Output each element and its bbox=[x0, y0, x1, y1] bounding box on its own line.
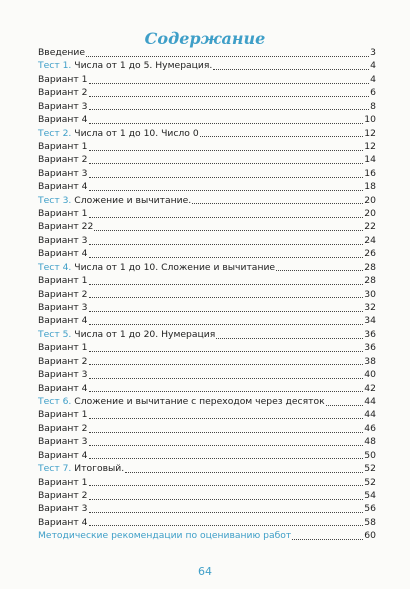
toc-entry-page: 56 bbox=[364, 503, 376, 515]
dot-leader bbox=[89, 355, 364, 365]
toc-entry bbox=[38, 355, 376, 368]
toc-entry-page: 40 bbox=[364, 369, 376, 381]
toc-entry-test bbox=[38, 395, 376, 408]
toc-entry-page: 32 bbox=[364, 302, 376, 314]
toc-entry-label bbox=[38, 194, 191, 207]
dot-leader bbox=[89, 409, 364, 419]
toc-entry-page: 4 bbox=[370, 60, 376, 72]
toc-entry bbox=[38, 408, 376, 421]
toc-test-title: Числа от 1 до 10. Число 0 bbox=[74, 127, 199, 139]
toc-entry-page: 44 bbox=[364, 409, 376, 421]
toc-entry-page: 24 bbox=[364, 234, 376, 246]
toc-entry-label: Вариант 4 bbox=[38, 382, 88, 394]
dot-leader bbox=[89, 154, 364, 164]
toc-test-title: Сложение и вычитание. bbox=[74, 194, 192, 206]
toc-entry-test bbox=[38, 59, 376, 72]
toc-entry-label: Вариант 3 bbox=[38, 234, 88, 246]
toc-entry bbox=[38, 220, 376, 233]
toc-entry-page: 18 bbox=[364, 181, 376, 193]
toc-entry-label: Вариант 1 bbox=[38, 476, 88, 488]
toc-entry-label: Вариант 3 bbox=[38, 503, 88, 515]
toc-test-title: Числа от 1 до 5. Нумерация. bbox=[74, 60, 213, 72]
dot-leader bbox=[89, 503, 364, 513]
dot-leader bbox=[89, 382, 364, 392]
toc-entry bbox=[38, 274, 376, 287]
dot-leader bbox=[89, 168, 364, 178]
toc-entry-label bbox=[38, 59, 212, 72]
toc-entry-label: Вариант 2 bbox=[38, 355, 88, 367]
toc-entry bbox=[38, 86, 376, 99]
toc-entry-label: Вариант 1 bbox=[38, 409, 88, 421]
toc-entry-test bbox=[38, 194, 376, 207]
dot-leader bbox=[216, 329, 363, 339]
toc-entry-label: Вариант 1 bbox=[38, 275, 88, 287]
dot-leader bbox=[89, 315, 364, 325]
toc-entry-label bbox=[38, 328, 215, 341]
toc-entry-page: 20 bbox=[364, 208, 376, 220]
toc-test-number: Тест 4. bbox=[38, 261, 72, 273]
toc-test-number: Тест 6. bbox=[38, 395, 72, 407]
toc-test-number: Тест 3. bbox=[38, 194, 72, 206]
toc-entry-page: 46 bbox=[364, 422, 376, 434]
toc-entry-page: 20 bbox=[364, 194, 376, 206]
toc-entry bbox=[38, 516, 376, 529]
toc-entry-label bbox=[38, 127, 199, 140]
toc-entry-label: Вариант 22 bbox=[38, 221, 94, 233]
toc-entry-label: Вариант 3 bbox=[38, 167, 88, 179]
toc-entry bbox=[38, 113, 376, 126]
toc-entry bbox=[38, 489, 376, 502]
dot-leader bbox=[89, 87, 370, 97]
dot-leader bbox=[89, 100, 370, 110]
toc-entry-test bbox=[38, 328, 376, 341]
toc-entry-label: Вариант 4 bbox=[38, 248, 88, 260]
toc-entry-label bbox=[38, 462, 124, 475]
toc-entry bbox=[38, 301, 376, 314]
toc-entry bbox=[38, 180, 376, 193]
toc-entry-page: 10 bbox=[364, 114, 376, 126]
toc-entry-label: Вариант 1 bbox=[38, 208, 88, 220]
toc-entry bbox=[38, 100, 376, 113]
toc-test-title: Сложение и вычитание с переходом через десяток bbox=[74, 395, 325, 407]
toc-entry-page: 52 bbox=[364, 463, 376, 475]
toc-entry bbox=[38, 502, 376, 515]
toc-entry-label: Вариант 3 bbox=[38, 436, 88, 448]
dot-leader bbox=[89, 275, 364, 285]
toc-test-title: Числа от 1 до 10. Сложение и вычитание bbox=[74, 261, 276, 273]
toc-entry-page: 50 bbox=[364, 449, 376, 461]
toc-entry bbox=[38, 234, 376, 247]
toc-entry-page: 34 bbox=[364, 315, 376, 327]
toc-entry-label: Вариант 4 bbox=[38, 181, 88, 193]
toc-entry-label: Введение bbox=[38, 47, 86, 58]
dot-leader bbox=[125, 463, 363, 473]
toc-entry bbox=[38, 207, 376, 220]
toc-entry-label: Методические рекомендации по оцениванию работ bbox=[38, 530, 292, 542]
toc-entry bbox=[38, 167, 376, 180]
toc-entry-page: 22 bbox=[364, 221, 376, 233]
dot-leader bbox=[89, 208, 364, 218]
toc-entry-page: 28 bbox=[364, 275, 376, 287]
dot-leader bbox=[276, 261, 363, 271]
dot-leader bbox=[89, 476, 364, 486]
dot-leader bbox=[89, 248, 364, 258]
toc-entry-label bbox=[38, 261, 275, 274]
toc-entry-guidelines bbox=[38, 529, 376, 542]
dot-leader bbox=[86, 47, 369, 57]
toc-entry-page: 36 bbox=[364, 342, 376, 354]
toc-entry-page: 36 bbox=[364, 328, 376, 340]
dot-leader bbox=[200, 127, 364, 137]
toc-entry-label: Вариант 3 bbox=[38, 302, 88, 314]
toc-entry-page: 58 bbox=[364, 516, 376, 528]
toc-entry-label: Вариант 4 bbox=[38, 315, 88, 327]
dot-leader bbox=[89, 342, 364, 352]
toc-entry-page: 44 bbox=[364, 395, 376, 407]
table-of-contents bbox=[38, 46, 376, 543]
toc-entry bbox=[38, 140, 376, 153]
toc-entry bbox=[38, 247, 376, 260]
toc-entry-label: Вариант 4 bbox=[38, 516, 88, 528]
dot-leader bbox=[89, 516, 364, 526]
toc-entry-page: 42 bbox=[364, 382, 376, 394]
toc-entry-label: Вариант 2 bbox=[38, 87, 88, 99]
toc-entry-page: 60 bbox=[364, 530, 376, 542]
dot-leader bbox=[94, 221, 363, 231]
toc-entry bbox=[38, 476, 376, 489]
dot-leader bbox=[89, 141, 364, 151]
toc-entry bbox=[38, 46, 376, 59]
dot-leader bbox=[292, 530, 363, 540]
dot-leader bbox=[192, 194, 363, 204]
toc-entry-label: Вариант 4 bbox=[38, 114, 88, 126]
toc-entry bbox=[38, 288, 376, 301]
toc-entry-page: 52 bbox=[364, 476, 376, 488]
toc-entry bbox=[38, 153, 376, 166]
toc-test-number: Тест 5. bbox=[38, 328, 72, 340]
toc-entry-label: Вариант 2 bbox=[38, 489, 88, 501]
dot-leader bbox=[326, 396, 364, 406]
toc-entry-page: 8 bbox=[370, 100, 376, 112]
dot-leader bbox=[89, 114, 364, 124]
toc-entry-test bbox=[38, 462, 376, 475]
toc-entry bbox=[38, 435, 376, 448]
toc-entry-test bbox=[38, 261, 376, 274]
toc-entry-label: Вариант 3 bbox=[38, 369, 88, 381]
toc-entry-page: 54 bbox=[364, 489, 376, 501]
toc-entry-label: Вариант 4 bbox=[38, 449, 88, 461]
toc-entry-page: 28 bbox=[364, 261, 376, 273]
dot-leader bbox=[213, 60, 369, 70]
dot-leader bbox=[89, 490, 364, 500]
toc-entry-page: 30 bbox=[364, 288, 376, 300]
dot-leader bbox=[89, 302, 364, 312]
dot-leader bbox=[89, 436, 364, 446]
toc-entry-label bbox=[38, 395, 325, 408]
toc-entry-label: Вариант 1 bbox=[38, 342, 88, 354]
dot-leader bbox=[89, 235, 364, 245]
toc-entry-page: 48 bbox=[364, 436, 376, 448]
toc-entry-label: Вариант 2 bbox=[38, 288, 88, 300]
toc-entry-page: 38 bbox=[364, 355, 376, 367]
toc-title: Содержание bbox=[144, 29, 266, 48]
toc-entry-label: Вариант 2 bbox=[38, 422, 88, 434]
toc-entry bbox=[38, 449, 376, 462]
toc-test-title: Итоговый. bbox=[74, 463, 125, 475]
dot-leader bbox=[89, 369, 364, 379]
toc-entry-page: 3 bbox=[370, 47, 376, 58]
toc-entry-page: 26 bbox=[364, 248, 376, 260]
toc-test-title: Числа от 1 до 20. Нумерация bbox=[74, 328, 216, 340]
toc-entry bbox=[38, 422, 376, 435]
toc-entry bbox=[38, 368, 376, 381]
toc-entry bbox=[38, 73, 376, 86]
toc-test-number: Тест 1. bbox=[38, 60, 72, 72]
toc-entry bbox=[38, 341, 376, 354]
toc-entry bbox=[38, 314, 376, 327]
toc-test-number: Тест 7. bbox=[38, 463, 72, 475]
dot-leader bbox=[89, 181, 364, 191]
toc-entry-label: Вариант 2 bbox=[38, 154, 88, 166]
dot-leader bbox=[89, 449, 364, 459]
toc-entry-page: 12 bbox=[364, 140, 376, 152]
dot-leader bbox=[89, 288, 364, 298]
toc-entry-page: 6 bbox=[370, 87, 376, 99]
toc-entry-label: Вариант 3 bbox=[38, 100, 88, 112]
toc-entry-test bbox=[38, 127, 376, 140]
toc-entry-page: 16 bbox=[364, 167, 376, 179]
dot-leader bbox=[89, 74, 370, 84]
toc-entry-label: Вариант 1 bbox=[38, 140, 88, 152]
toc-entry-page: 12 bbox=[364, 127, 376, 139]
toc-test-number: Тест 2. bbox=[38, 127, 72, 139]
toc-entry-label: Вариант 1 bbox=[38, 73, 88, 85]
page-number: 64 bbox=[198, 565, 212, 578]
toc-entry bbox=[38, 382, 376, 395]
dot-leader bbox=[89, 423, 364, 433]
toc-entry-page: 4 bbox=[370, 73, 376, 85]
toc-entry-page: 14 bbox=[364, 154, 376, 166]
